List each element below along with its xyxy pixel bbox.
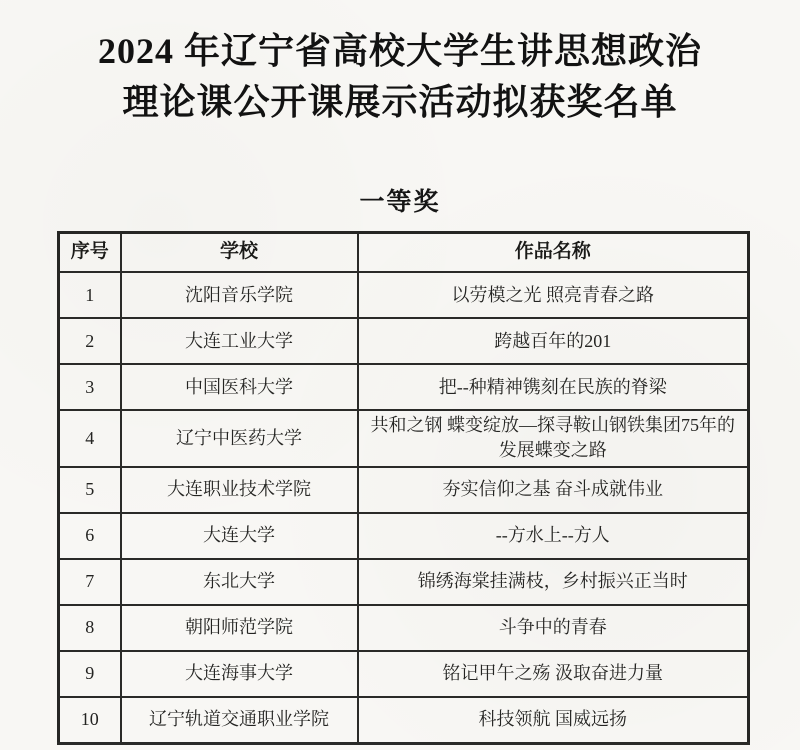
work-name-cell: 把--种精神镌刻在民族的脊梁 [358, 364, 749, 410]
work-name-cell: 铭记甲午之殇 汲取奋进力量 [358, 651, 749, 697]
work-name-cell: 斗争中的青春 [358, 605, 749, 651]
table-row [59, 513, 749, 559]
school-cell: 沈阳音乐学院 [121, 272, 358, 318]
work-name-cell: 科技领航 国威远扬 [358, 697, 749, 744]
work-name-cell: 共和之钢 蝶变绽放—探寻鞍山钢铁集团75年的发展蝶变之路 [358, 410, 749, 466]
work-name-cell: 跨越百年的201 [358, 318, 749, 364]
work-name-cell: --方水上--方人 [358, 513, 749, 559]
row-number-cell: 7 [59, 559, 121, 605]
school-cell: 大连大学 [121, 513, 358, 559]
award-table [57, 231, 750, 744]
work-name-cell: 夯实信仰之基 奋斗成就伟业 [358, 467, 749, 513]
row-number-cell: 10 [59, 697, 121, 744]
header-work-name: 作品名称 [358, 233, 749, 273]
school-cell: 辽宁中医药大学 [121, 410, 358, 466]
table-row [59, 364, 749, 410]
document-title-line1: 2024 年辽宁省高校大学生讲思想政治 [97, 31, 702, 71]
header-school: 学校 [121, 233, 358, 273]
document-title [40, 26, 760, 128]
work-name-cell: 以劳模之光 照亮青春之路 [358, 272, 749, 318]
table-row [59, 559, 749, 605]
row-number-cell: 2 [59, 318, 121, 364]
school-cell: 朝阳师范学院 [121, 605, 358, 651]
row-number-cell: 1 [59, 272, 121, 318]
school-cell: 大连职业技术学院 [121, 467, 358, 513]
row-number-cell: 5 [59, 467, 121, 513]
row-number-cell: 9 [59, 651, 121, 697]
table-row [59, 467, 749, 513]
school-cell: 辽宁轨道交通职业学院 [121, 697, 358, 744]
table-header-row [59, 233, 749, 273]
table-row [59, 605, 749, 651]
document-title-line2: 理论课公开课展示活动拟获奖名单 [122, 82, 678, 123]
row-number-cell: 6 [59, 513, 121, 559]
table-row [59, 318, 749, 364]
row-number-cell: 3 [59, 364, 121, 410]
header-number: 序号 [59, 233, 121, 273]
table-row [59, 410, 749, 466]
school-cell: 中国医科大学 [121, 364, 358, 410]
section-heading-first-prize: 一等奖 [359, 189, 441, 217]
table-row [59, 651, 749, 697]
table-row [59, 697, 749, 744]
school-cell: 大连海事大学 [121, 651, 358, 697]
row-number-cell: 8 [59, 605, 121, 651]
row-number-cell: 4 [59, 410, 121, 466]
table-row [59, 272, 749, 318]
work-name-cell: 锦绣海棠挂满枝，乡村振兴正当时 [358, 559, 749, 605]
school-cell: 东北大学 [121, 559, 358, 605]
school-cell: 大连工业大学 [121, 318, 358, 364]
